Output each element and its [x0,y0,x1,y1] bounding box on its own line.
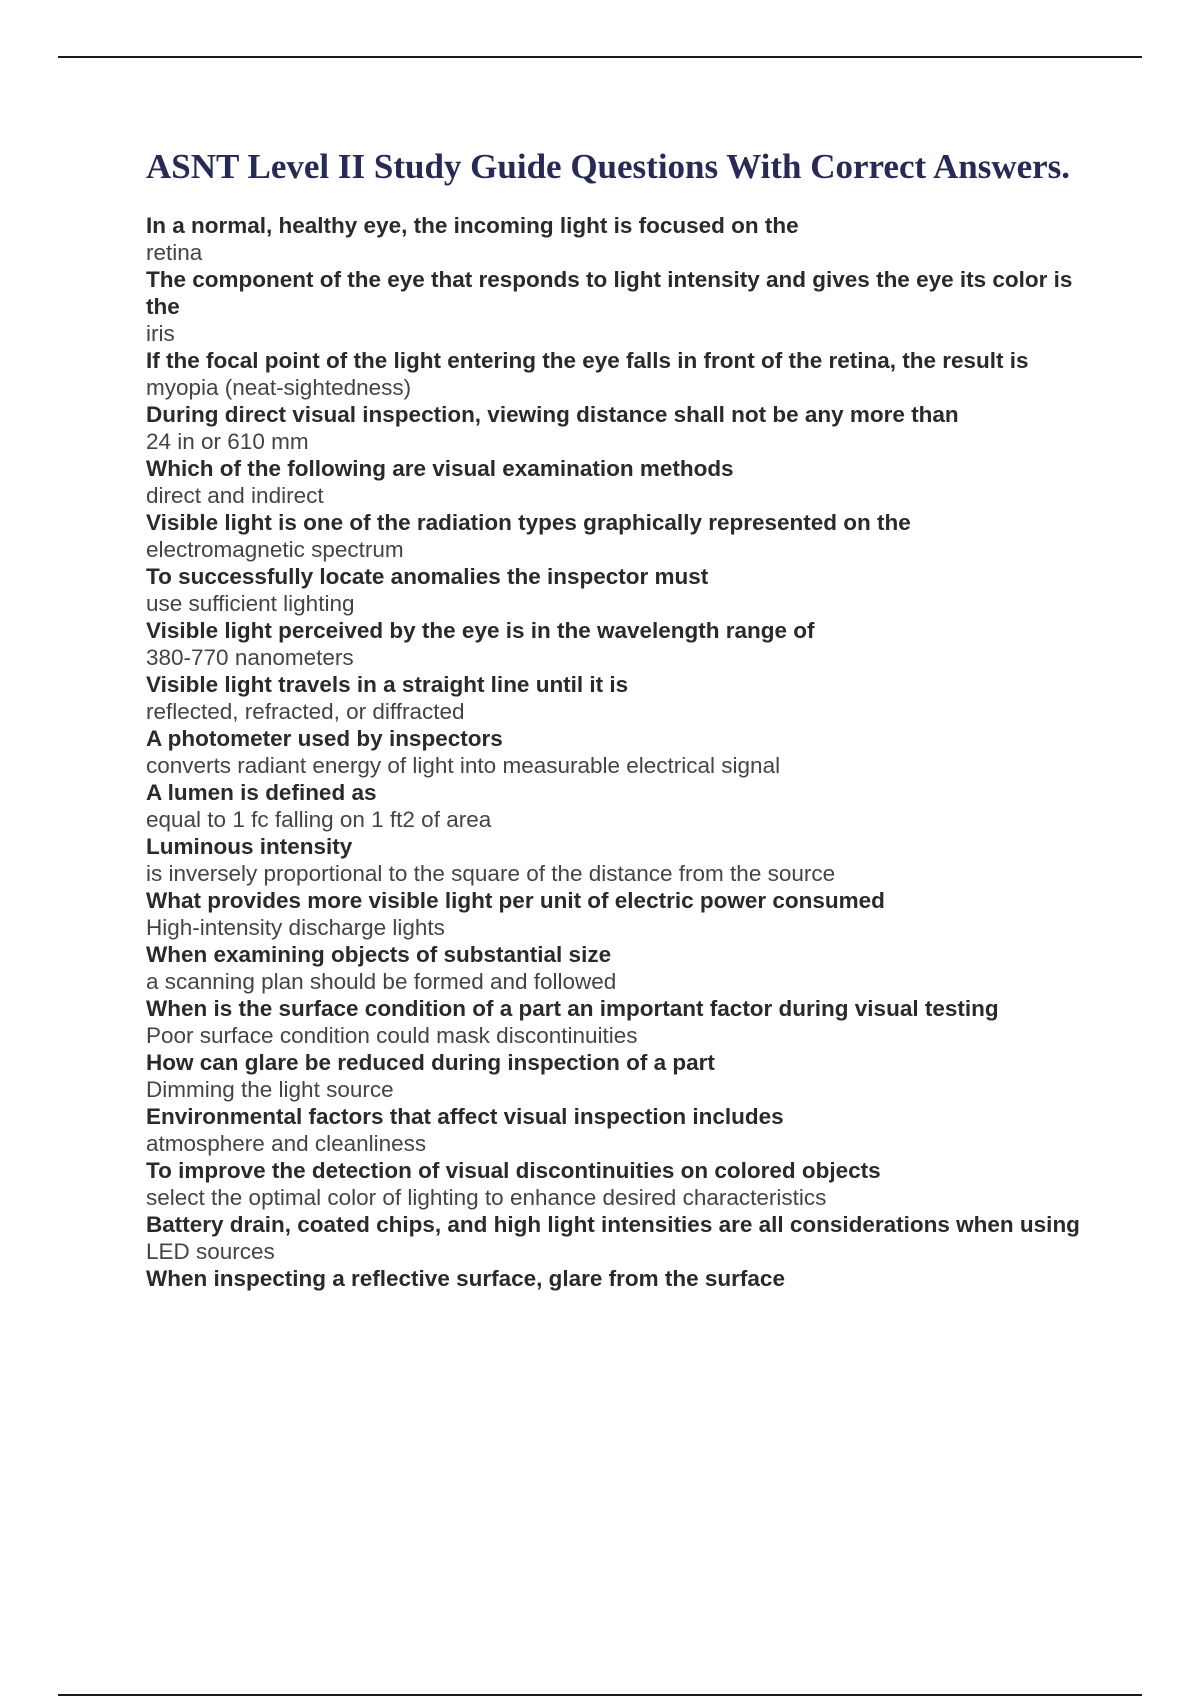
question-text: If the focal point of the light entering the eye falls in front of the retina, the result is [146,348,1029,373]
answer-text: atmosphere and cleanliness [146,1131,427,1156]
answer-text: iris [146,321,175,346]
qa-item [146,563,1106,617]
answer-text: use sufficient lighting [146,591,355,616]
answer-text: 24 in or 610 mm [146,429,309,454]
question-text: To successfully locate anomalies the inspector must [146,564,709,589]
header-rule [58,56,1142,58]
document-content [146,146,1106,1292]
qa-item [146,725,1106,779]
answer-text: Poor surface condition could mask discontinuities [146,1023,638,1048]
question-text: Battery drain, coated chips, and high light intensities are all considerations when using [146,1212,1080,1237]
answer-text: myopia (neat-sightedness) [146,375,412,400]
answer-text: a scanning plan should be formed and followed [146,969,617,994]
qa-item [146,401,1106,455]
document-title: ASNT Level II Study Guide Questions With Correct Answers. [146,147,1071,186]
question-text: A lumen is defined as [146,780,377,805]
qa-item [146,1265,1106,1292]
qa-item [146,941,1106,995]
answer-text: direct and indirect [146,483,324,508]
answer-text: equal to 1 fc falling on 1 ft2 of area [146,807,492,832]
footer-rule [58,1694,1142,1696]
question-text: Visible light travels in a straight line until it is [146,672,629,697]
qa-item [146,1211,1106,1265]
question-text: When examining objects of substantial size [146,942,612,967]
question-text: Luminous intensity [146,834,353,859]
qa-item [146,1049,1106,1103]
question-text: Environmental factors that affect visual inspection includes [146,1104,784,1129]
answer-text: Dimming the light source [146,1077,394,1102]
question-text: When is the surface condition of a part an important factor during visual testing [146,996,999,1021]
qa-item [146,887,1106,941]
question-text: During direct visual inspection, viewing distance shall not be any more than [146,402,959,427]
answer-text: retina [146,240,203,265]
qa-item [146,995,1106,1049]
question-text: In a normal, healthy eye, the incoming light is focused on the [146,213,799,238]
question-text: The component of the eye that responds to light intensity and gives the eye its color is the [146,267,1073,319]
answer-text: is inversely proportional to the square of the distance from the source [146,861,836,886]
qa-item [146,617,1106,671]
question-text: When inspecting a reflective surface, glare from the surface [146,1266,785,1291]
answer-text: converts radiant energy of light into measurable electrical signal [146,753,781,778]
question-text: Visible light perceived by the eye is in the wavelength range of [146,618,815,643]
qa-item [146,347,1106,401]
qa-item [146,212,1106,266]
qa-item [146,833,1106,887]
question-text: Which of the following are visual examination methods [146,456,734,481]
qa-item [146,455,1106,509]
answer-text: High-intensity discharge lights [146,915,445,940]
qa-item [146,266,1106,347]
answer-text: LED sources [146,1239,275,1264]
question-text: A photometer used by inspectors [146,726,503,751]
answer-text: electromagnetic spectrum [146,537,404,562]
qa-item [146,509,1106,563]
qa-item [146,1103,1106,1157]
qa-item [146,1157,1106,1211]
qa-item [146,671,1106,725]
question-text: How can glare be reduced during inspection of a part [146,1050,715,1075]
answer-text: reflected, refracted, or diffracted [146,699,465,724]
question-text: To improve the detection of visual discontinuities on colored objects [146,1158,881,1183]
answer-text: select the optimal color of lighting to enhance desired characteristics [146,1185,827,1210]
question-text: What provides more visible light per unit of electric power consumed [146,888,885,913]
qa-list [146,212,1106,1292]
question-text: Visible light is one of the radiation types graphically represented on the [146,510,911,535]
qa-item [146,779,1106,833]
answer-text: 380-770 nanometers [146,645,354,670]
